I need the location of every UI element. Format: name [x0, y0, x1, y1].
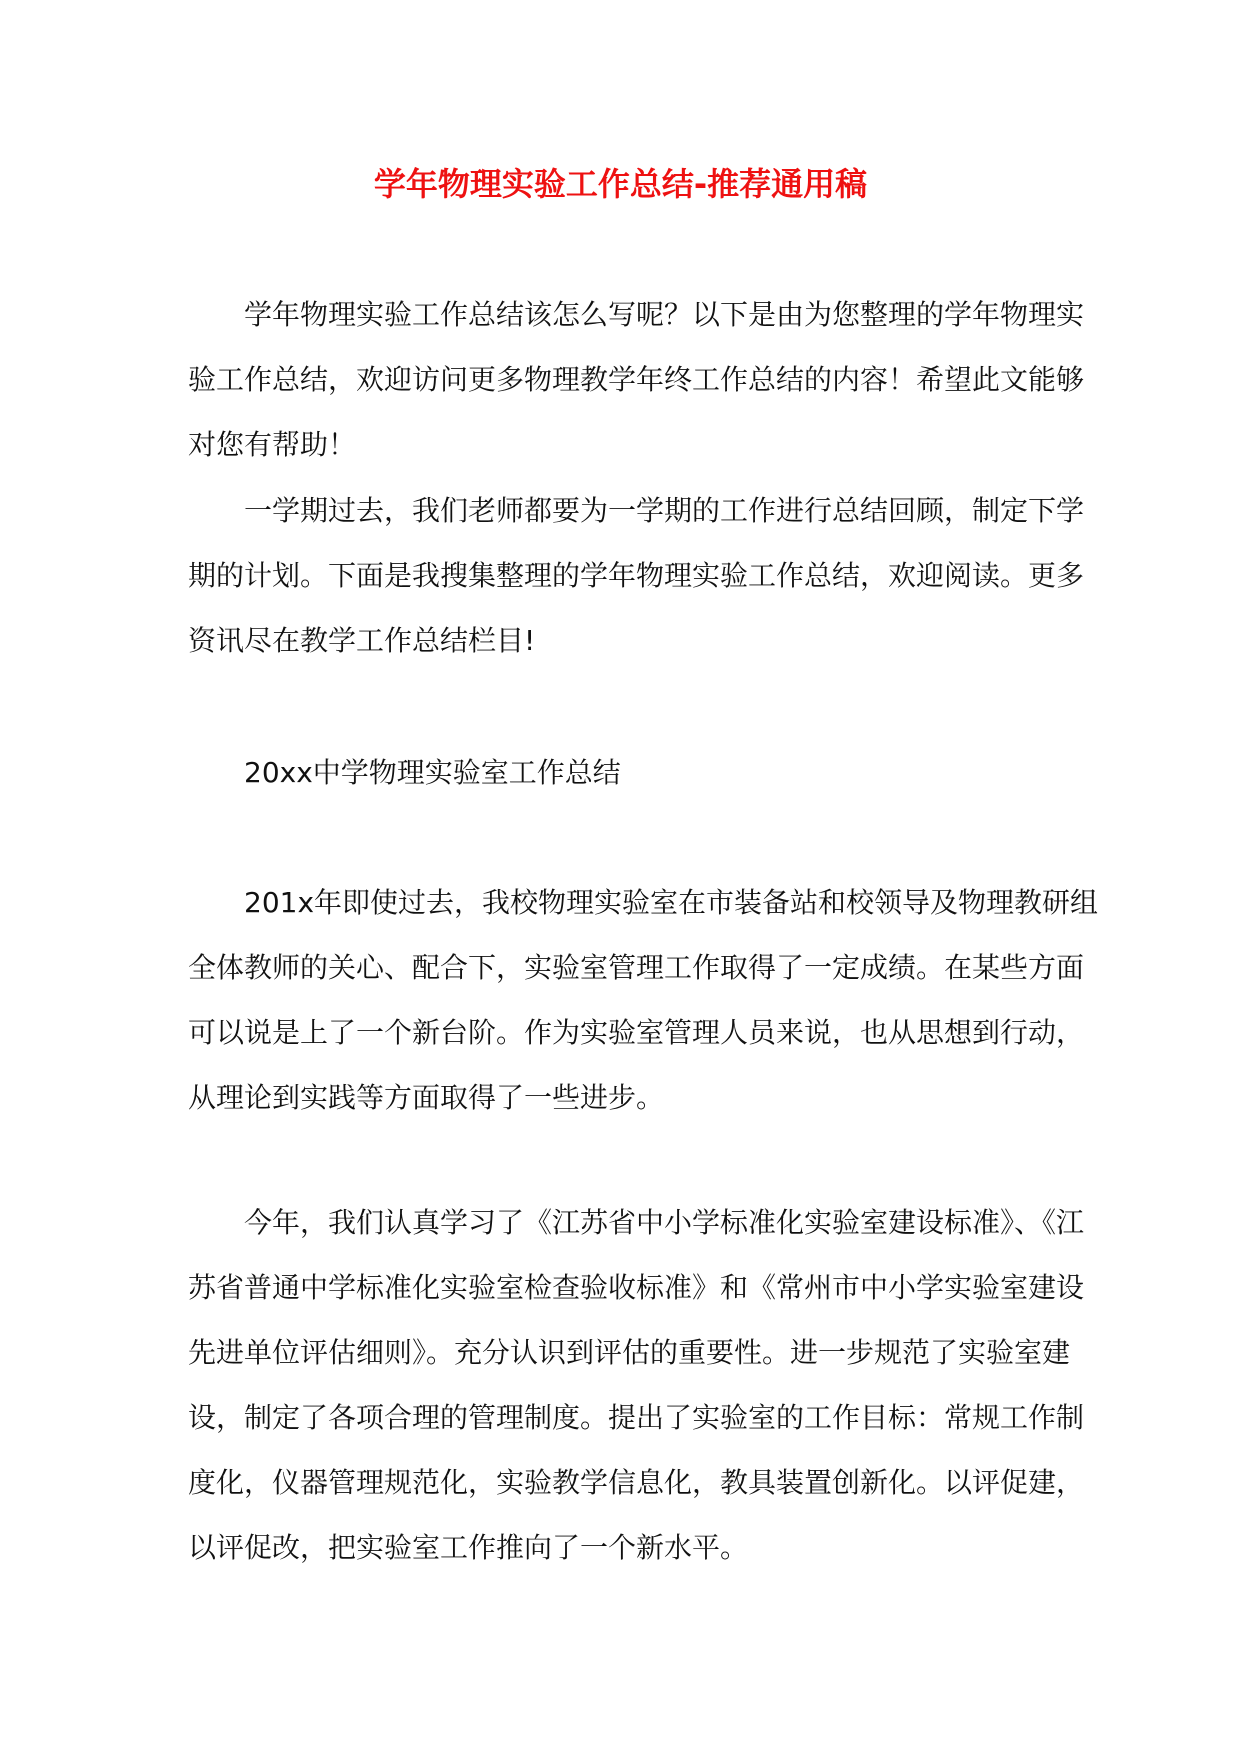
body-paragraph: 今年，我们认真学习了《江苏省中小学标准化实验室建设标准》、《江苏省普通中学标准化实验室检查验收标准》和《常州市中小学实验室建设先进单位评估细则》。充分认识到评估的重要性。进一步规范了实验室建设，制定了各项合理的管理制度。提出了实验室的工作目标：常规工作制度化，仪器管理规范化，实验教学信息化，教具装置创新化。以评促建，以评促改，把实验室工作推向了一个新水平。 — [188, 1206, 1085, 1564]
section-heading: 20xx中学物理实验室工作总结 — [244, 756, 621, 789]
summary-paragraph: 一学期过去，我们老师都要为一学期的工作进行总结回顾，制定下学期的计划。下面是我搜集整理的学年物理实验工作总结，欢迎阅读。更多资讯尽在教学工作总结栏目! — [188, 494, 1085, 657]
document-title: 学年物理实验工作总结-推荐通用稿 — [373, 165, 868, 203]
intro-paragraph: 学年物理实验工作总结该怎么写呢？以下是由为您整理的学年物理实验工作总结，欢迎访问更多物理教学年终工作总结的内容！希望此文能够对您有帮助！ — [188, 298, 1085, 461]
body-paragraph: 201x年即使过去，我校物理实验室在市装备站和校领导及物理教研组全体教师的关心、配合下，实验室管理工作取得了一定成绩。在某些方面可以说是上了一个新台阶。作为实验室管理人员来说，也从思想到行动，从理论到实践等方面取得了一些进步。 — [188, 886, 1099, 1114]
